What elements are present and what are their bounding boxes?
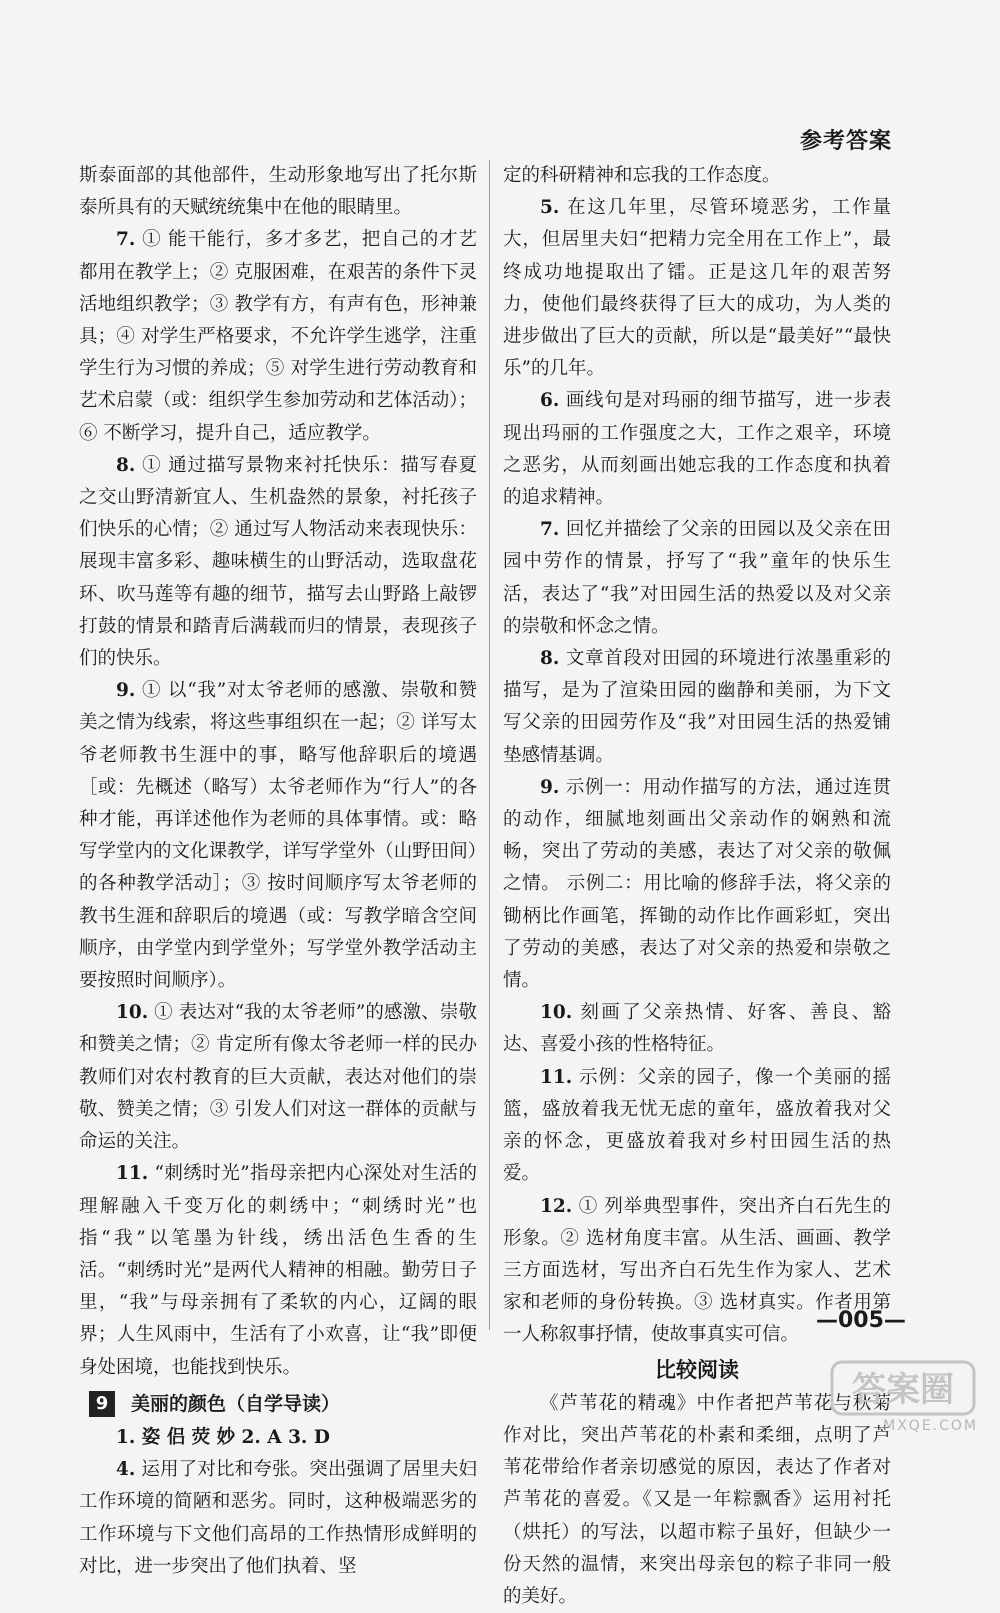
answer-text: ① 以“我”对太爷老师的感激、崇敬和赞美之情为线索，将这些事组织在一起；② 详写太爷老师教书生涯中的事，略写他辞职后的境遇［或：先概述（略写）太爷老师作为“行人”的各种才能，再详述他作为老师的具体事情。或：略写学堂内的文化课教学，详写学堂外（山野田间）的各种教学活动］；③ 按时间顺序写太爷老师的教书生涯和辞职后的境遇（或：写教学暗含空间顺序，由学堂内到学堂外；写学堂外教学活动主要按照时间顺序）。 <box>79 680 477 992</box>
answer-paragraph <box>503 643 891 772</box>
answer-number: 10. <box>116 1002 149 1024</box>
section-title: 美丽的颜色（自学导读） <box>131 1392 341 1415</box>
page-header-title: 参考答案 <box>799 129 892 154</box>
section-number-badge: 9 <box>89 1391 115 1417</box>
short-answers: 1. 姿 侣 荧 妙 2. A 3. D <box>116 1426 330 1448</box>
answer-text: 画线句是对玛丽的细节描写，进一步表现出玛丽的工作强度之大，工作之艰辛，环境之恶劣，从而刻画出她忘我的工作态度和执着的追求精神。 <box>503 390 891 509</box>
answer-text: ① 能干能行，多才多艺，把自己的才艺都用在教学上；② 克服困难，在艰苦的条件下灵活地组织教学；③ 教学有方，有声有色，形神兼具；④ 对学生严格要求，不允许学生逃学，注重学生行为习惯的养成；⑤ 对学生进行劳动教育和艺术启蒙（或：组织学生参加劳动和艺体活动）；⑥ 不断学习，提升自己，适应教学。 <box>79 229 477 444</box>
answer-paragraph <box>503 160 891 192</box>
compare-reading-title: 比较阅读 <box>655 1357 739 1382</box>
answer-text: 文章首段对田园的环境进行浓墨重彩的描写，是为了渲染田园的幽静和美丽，为下文写父亲的田园劳作及“我”对田园生活的热爱铺垫感情基调。 <box>503 648 891 766</box>
answer-number: 11. <box>540 1066 573 1088</box>
answer-number: 5. <box>540 197 560 219</box>
answer-text: ① 通过描写景物来衬托快乐：描写春夏之交山野清新宜人、生机盎然的景象，衬托孩子们快乐的心情；② 通过写人物活动来表现快乐：展现丰富多彩、趣味横生的山野活动，选取盘花环、吹马莲等有趣的细节，描写去山野路上敲锣打鼓的情景和踏青后满载而归的情景，表现孩子们的快乐。 <box>79 454 477 670</box>
watermark-url: MXQE.COM <box>883 1418 978 1434</box>
answer-number: 9. <box>116 680 136 702</box>
answer-number: 8. <box>540 648 560 670</box>
answer-text: 定的科研精神和忘我的工作态度。 <box>503 165 781 186</box>
answer-text: 在这几年里，尽管环境恶劣，工作量大，但居里夫妇“把精力完全用在工作上”，最终成功地提取出了镭。正是这几年的艰苦努力，使他们最终获得了巨大的成功，为人类的进步做出了巨大的贡献，所以是“最美好”“最快乐”的几年。 <box>503 197 891 380</box>
answer-number: 7. <box>116 229 136 251</box>
answer-paragraph <box>503 514 891 643</box>
answer-number: 7. <box>540 519 560 541</box>
answer-paragraph <box>79 675 477 997</box>
answer-paragraph <box>503 997 891 1061</box>
answer-text: ① 列举典型事件，突出齐白石先生的形象。② 选材角度丰富。从生活、画画、教学三方面选材，写出齐白石先生作为家人、艺术家和老师的身份转换。③ 选材真实。作者用第一人称叙事抒情，使故事真实可信。 <box>503 1195 891 1346</box>
answer-paragraph <box>79 450 477 675</box>
answer-text: 斯泰面部的其他部件，生动形象地写出了托尔斯泰所具有的天赋统统集中在他的眼睛里。 <box>79 165 477 219</box>
section-heading <box>89 1388 477 1420</box>
answer-paragraph <box>79 1454 477 1583</box>
answer-number: 9. <box>540 776 560 798</box>
answer-number: 10. <box>540 1002 573 1024</box>
answer-paragraph <box>79 997 477 1158</box>
answer-text: ① 表达对“我的太爷老师”的感激、崇敬和赞美之情；② 肯定所有像太爷老师一样的民办教师们对农村教育的巨大贡献，表达对他们的崇敬、赞美之情；③ 引发人们对这一群体的贡献与命运的关注。 <box>79 1002 477 1153</box>
column-divider <box>489 160 490 1330</box>
answer-paragraph <box>503 772 891 997</box>
answer-number: 12. <box>540 1195 573 1217</box>
answer-text: “刺绣时光”指母亲把内心深处对生活的理解融入千变万化的刺绣中；“刺绣时光”也指“我”以笔墨为针线，绣出活色生香的生活。“刺绣时光”是两代人精神的相融。勤劳日子里，“我”与母亲拥有了柔软的内心，辽阔的眼界；人生风雨中，生活有了小欢喜，让“我”即便身处困境，也能找到快乐。 <box>79 1163 477 1378</box>
answer-number: 11. <box>116 1163 149 1185</box>
answer-paragraph <box>503 385 891 514</box>
answer-text: 刻画了父亲热情、好客、善良、豁达、喜爱小孩的性格特征。 <box>503 1002 891 1056</box>
answer-text: 示例：父亲的园子，像一个美丽的摇篮，盛放着我无忧无虑的童年，盛放着我对父亲的怀念，更盛放着我对乡村田园生活的热爱。 <box>503 1066 891 1185</box>
left-column <box>79 160 477 1583</box>
page-number: —005— <box>816 1308 906 1333</box>
answer-number: 8. <box>116 454 136 476</box>
compare-reading-text: 《芦苇花的精魂》中作者把芦苇花与秋菊作对比，突出芦苇花的朴素和柔细，点明了芦苇花带给作者亲切感觉的原因，表达了作者对芦苇花的喜爱。《又是一年粽飘香》运用衬托（烘托）的写法，以超市粽子虽好，但缺少一份天然的温情，来突出母亲包的粽子非同一般的美好。 <box>503 1392 891 1607</box>
watermark-logo-text: 答案圈 <box>852 1370 954 1410</box>
answer-paragraph <box>79 1158 477 1383</box>
answer-number: 6. <box>540 390 560 412</box>
answer-text: 回忆并描绘了父亲的田园以及父亲在田园中劳作的情景，抒写了“我”童年的快乐生活，表达了“我”对田园生活的热爱以及对父亲的崇敬和怀念之情。 <box>503 519 891 637</box>
answer-paragraph <box>79 224 477 449</box>
answer-paragraph <box>503 1062 891 1191</box>
answer-paragraph <box>503 192 891 385</box>
answer-text: 示例一：用动作描写的方法，通过连贯的动作，细腻地刻画出父亲动作的娴熟和流畅，突出了劳动的美感，表达了对父亲的敬佩之情。 示例二：用比喻的修辞手法，将父亲的锄柄比作画笔，挥锄的动作比作画彩虹，突出了劳动的美感，表达了对父亲的热爱和崇敬之情。 <box>503 776 891 992</box>
answer-paragraph <box>79 160 477 224</box>
answer-number: 4. <box>116 1459 136 1481</box>
answer-text: 运用了对比和夸张。突出强调了居里夫妇工作环境的简陋和恶劣。同时，这种极端恶劣的工作环境与下文他们高昂的工作热情形成鲜明的对比，进一步突出了他们执着、坚 <box>79 1459 477 1577</box>
